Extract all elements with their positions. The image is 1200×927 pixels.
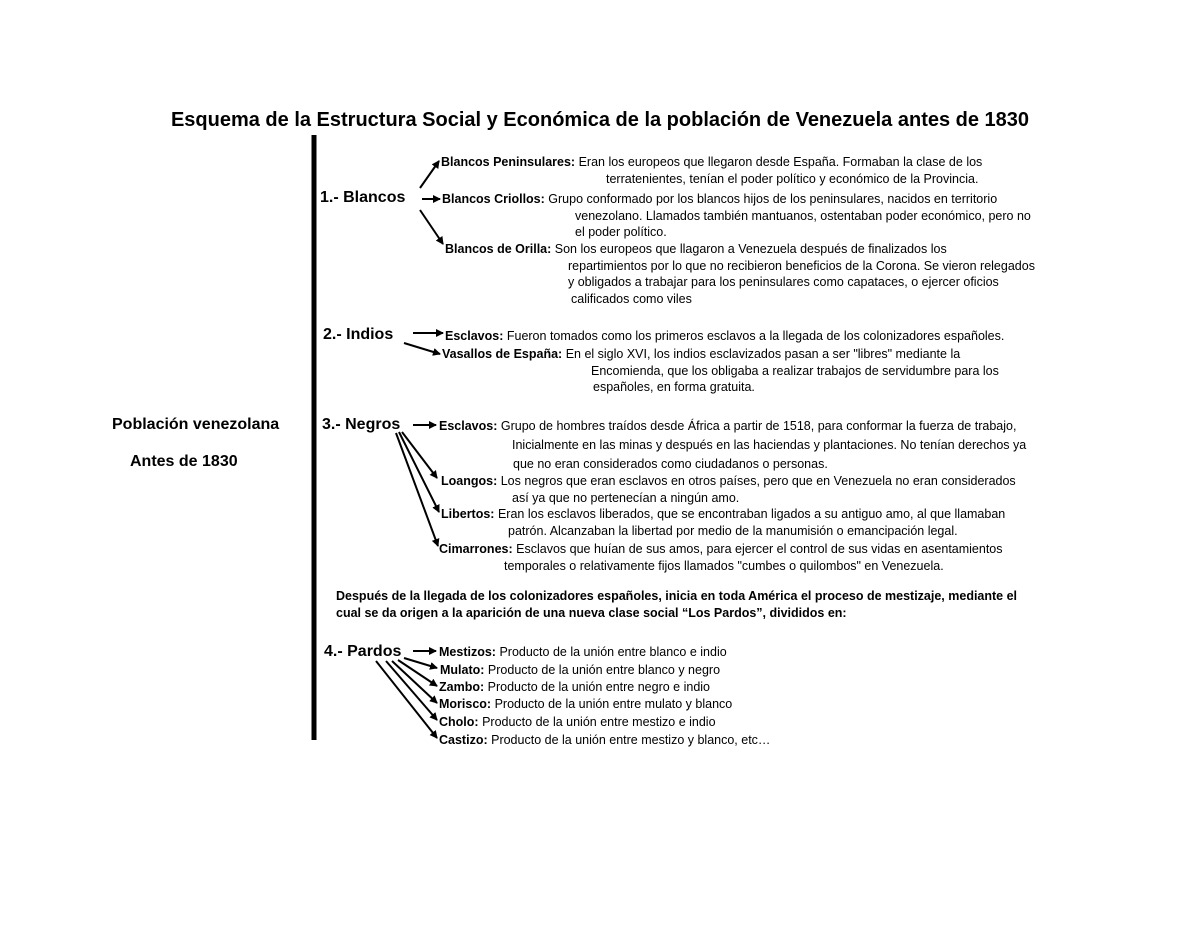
entry-text: repartimientos por lo que no recibieron beneficios de la Corona. Se vieron relegados xyxy=(568,258,1035,273)
entry-text: Son los europeos que llagaron a Venezuela después de finalizados los xyxy=(554,242,947,256)
category-blancos: 1.- Blancos xyxy=(320,189,406,206)
entry-text: patrón. Alcanzaban la libertad por medio de la manumisión o emancipación legal. xyxy=(508,523,958,538)
entry-text: Los negros que eran esclavos en otros países, pero que en Venezuela no eran considerados xyxy=(500,474,1016,488)
entry-text: Inicialmente en las minas y después en las haciendas y plantaciones. No tenían derechos ya xyxy=(512,438,1027,452)
entry-negros-libertos xyxy=(441,506,1005,539)
arrow-pardos-castizo xyxy=(376,661,437,738)
entry-text: venezolano. Llamados también mantuanos, ostentaban poder económico, pero no xyxy=(575,208,1031,223)
entry-indios-esclavos xyxy=(445,328,1004,345)
entry-pardos-castizo xyxy=(439,732,770,749)
entry-name: Cimarrones: xyxy=(439,542,513,556)
entry-negros-loangos xyxy=(441,473,1016,506)
category-negros: 3.- Negros xyxy=(322,416,401,433)
entry-name: Loangos: xyxy=(441,474,498,488)
entry-blancos-criollos xyxy=(442,191,1031,241)
root-label-line2: Antes de 1830 xyxy=(130,453,238,470)
entry-text: Producto de la unión entre negro e indio xyxy=(487,680,711,694)
note-line: Después de la llegada de los colonizadores españoles, inicia en toda América el proceso de mestizaje, mediante el xyxy=(336,589,1018,603)
entry-pardos-morisco xyxy=(439,696,732,713)
entry-blancos-peninsulares xyxy=(441,154,982,187)
entry-text: Encomienda, que los obligaba a realizar trabajos de servidumbre para los xyxy=(591,363,999,378)
entry-text: Producto de la unión entre blanco e indio xyxy=(499,645,727,659)
entry-negros-esclavos xyxy=(439,417,1026,474)
entry-text: En el siglo XVI, los indios esclavizados pasan a ser "libres" mediante la xyxy=(565,347,961,361)
category-pardos: 4.- Pardos xyxy=(324,643,402,660)
entry-name: Castizo: xyxy=(439,733,488,747)
arrow-blancos-peninsulares xyxy=(420,161,439,188)
entry-name: Vasallos de España: xyxy=(442,347,563,361)
entry-name: Blancos Criollos: xyxy=(442,192,545,206)
arrow-blancos-orilla xyxy=(420,210,443,244)
entry-name: Zambo: xyxy=(439,680,485,694)
entry-text: terratenientes, tenían el poder político y económico de la Provincia. xyxy=(606,171,979,186)
entry-pardos-cholo xyxy=(439,714,716,731)
entry-text: el poder político. xyxy=(575,225,667,239)
entry-text: y obligados a trabajar para los peninsulares como capataces, o ejercer oficios xyxy=(568,275,999,289)
arrow-negros-cimarrones xyxy=(396,433,438,546)
entry-text: Eran los europeos que llegaron desde España. Formaban la clase de los xyxy=(578,155,983,169)
entry-blancos-orilla xyxy=(445,241,1035,307)
entry-text: así ya que no pertenecían a ningún amo. xyxy=(512,490,740,505)
entry-name: Blancos Peninsulares: xyxy=(441,155,576,169)
entry-name: Esclavos: xyxy=(439,419,498,433)
entry-text: Producto de la unión entre blanco y negro xyxy=(487,663,721,677)
note-line: cual se da origen a la aparición de una nueva clase social “Los Pardos”, divididos en: xyxy=(336,605,847,620)
entry-name: Libertos: xyxy=(441,507,495,521)
entry-text: Grupo conformado por los blancos hijos de los peninsulares, nacidos en territorio xyxy=(548,192,998,206)
entry-text: Producto de la unión entre mulato y blanco xyxy=(494,697,733,711)
entry-negros-cimarrones xyxy=(439,541,1003,574)
entry-text: que no eran considerados como ciudadanos o personas. xyxy=(513,457,828,471)
diagram-title: Esquema de la Estructura Social y Económica de la población de Venezuela antes de 1830 xyxy=(170,109,1030,131)
entry-text: Fueron tomados como los primeros esclavos a la llegada de los colonizadores españoles. xyxy=(506,329,1005,343)
entry-name: Mulato: xyxy=(440,663,485,677)
entry-text: Esclavos que huían de sus amos, para ejercer el control de sus vidas en asentamientos xyxy=(516,542,1003,556)
entry-text: Producto de la unión entre mestizo y blanco, etc… xyxy=(491,733,771,747)
category-indios: 2.- Indios xyxy=(323,326,394,343)
entry-name: Mestizos: xyxy=(439,645,496,659)
entry-name: Esclavos: xyxy=(445,329,504,343)
entry-pardos-mulato xyxy=(440,662,720,679)
entry-name: Cholo: xyxy=(439,715,479,729)
entry-text: españoles, en forma gratuita. xyxy=(593,380,755,394)
entry-pardos-mestizos xyxy=(439,644,727,661)
root-label-line1: Población venezolana xyxy=(112,416,280,433)
entry-text: Producto de la unión entre mestizo e indio xyxy=(482,715,716,729)
entry-text: calificados como viles xyxy=(571,291,692,306)
entry-name: Morisco: xyxy=(439,697,492,711)
entry-name: Blancos de Orilla: xyxy=(445,242,552,256)
entry-text: Grupo de hombres traídos desde África a partir de 1518, para conformar la fuerza de trabajo, xyxy=(500,419,1017,433)
arrow-indios-vasallos xyxy=(404,343,440,354)
mestizaje-note xyxy=(336,588,1017,621)
entry-text: Eran los esclavos liberados, que se encontraban ligados a su antiguo amo, al que llamaban xyxy=(497,507,1006,521)
entry-indios-vasallos xyxy=(442,346,999,396)
entry-text: temporales o relativamente fijos llamados "cumbes o quilombos" en Venezuela. xyxy=(504,558,944,573)
entry-pardos-zambo xyxy=(439,679,710,696)
